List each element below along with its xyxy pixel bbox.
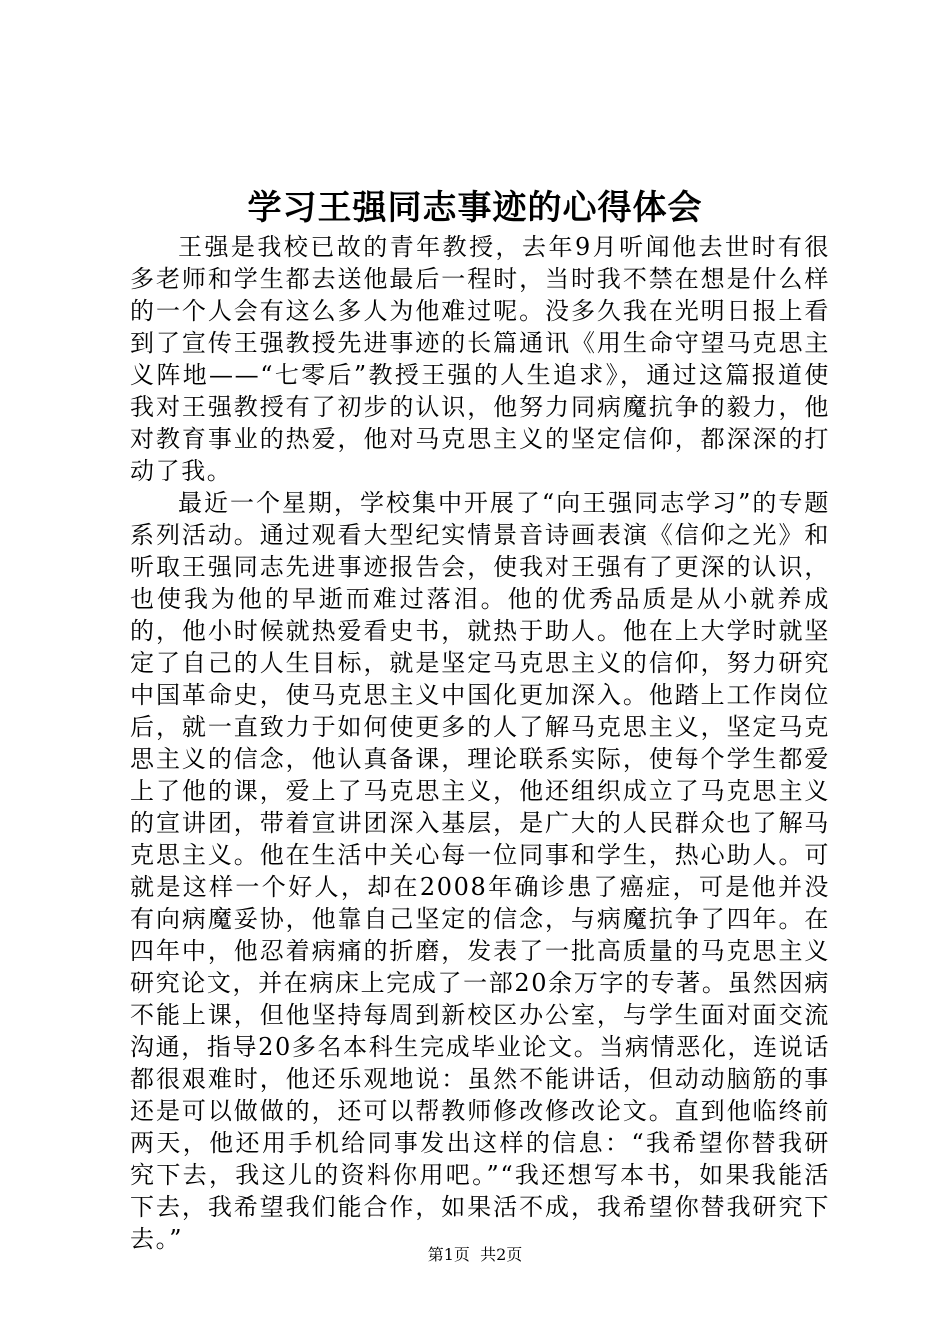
paragraph: 王强是我校已故的青年教授，去年9月听闻他去世时有很多老师和学生都去送他最后一程时，当时我不禁在想是什么样的一个人会有这么多人为他难过呢。没多久我在光明日报上看到了宣传王强教授先进事迹的长篇通讯《用生命守望马克思主义阵地——“七零后”教授王强的人生追求》，通过这篇报道使我对王强教授有了初步的认识，他努力同病魔抗争的毅力，他对教育事业的热爱，他对马克思主义的坚定信仰，都深深的打动了我。 xyxy=(130,233,830,485)
paragraph: 最近一个星期，学校集中开展了“向王强同志学习”的专题系列活动。通过观看大型纪实情景音诗画表演《信仰之光》和听取王强同志先进事迹报告会，使我对王强有了更深的认识，也使我为他的早逝而难过落泪。他的优秀品质是从小就养成的，他小时候就热爱看史书，就热于助人。他在上大学时就坚定了自己的人生目标，就是坚定马克思主义的信仰，努力研究中国革命史，使马克思主义中国化更加深入。他踏上工作岗位后，就一直致力于如何使更多的人了解马克思主义，坚定马克思主义的信念，他认真备课，理论联系实际，使每个学生都爱上了他的课，爱上了马克思主义，他还组织成立了马克思主义的宣讲团，带着宣讲团深入基层，是广大的人民群众也了解马克思主义。他在生活中关心每一位同事和学生，热心助人。可就是这样一个好人，却在2008年确诊患了癌症，可是他并没有向病魔妥协，他靠自己坚定的信念，与病魔抗争了四年。在四年中，他忍着病痛的折磨，发表了一批高质量的马克思主义研究论文，并在病床上完成了一部20余万字的专著。虽然因病不能上课，但他坚持每周到新校区办公室，与学生面对面交流沟通，指导20多名本科生完成毕业论文。当病情恶化，连说话都很艰难时，他还乐观地说：虽然不能讲话，但动动脑筋的事还是可以做做的，还可以帮教师修改修改论文。直到他临终前两天，他还用手机给同事发出这样的信息：“我希望你替我研究下去，我这儿的资料你用吧。”“我还想写本书，如果我能活下去，我希望我们能合作，如果活不成，我希望你替我研究下去。” xyxy=(130,489,830,1253)
body-text xyxy=(130,231,830,1255)
page-title: 学习王强同志事迹的心得体会 xyxy=(247,188,703,228)
page-number: 第1页 共2页 xyxy=(427,1245,523,1264)
page-footer xyxy=(0,1244,950,1266)
